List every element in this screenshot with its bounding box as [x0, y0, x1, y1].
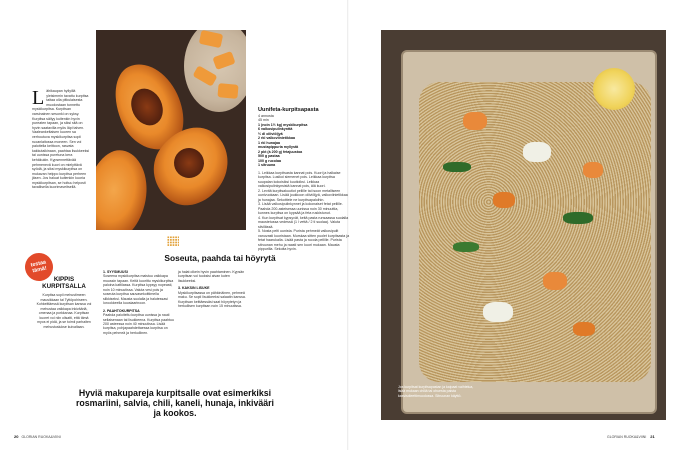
page-number-left: 20 — [14, 434, 19, 439]
squash-piece — [96, 145, 153, 230]
rucola-leaf — [563, 212, 593, 224]
method-text-continued: ja halat olkein hyvin paahtaminen. Kypsän kurpitsan voi tuoksisi aivan kuten lisukkeeksi. — [178, 270, 245, 283]
pull-quote: Hyviä makupareja kurpitsalle ovat esimerkiksi rosmariini, salvia, chili, kaneli, hunaja, inkivääri ja kookos. — [75, 388, 275, 419]
magazine-name-left: GLORIAN RUOKA&VIINI — [21, 435, 61, 439]
lemon-half — [593, 68, 635, 110]
section-heading: Soseuta, paahda tai höyrytä — [164, 253, 276, 263]
intro-text: ähikaupan hyllyillä yleisimmin tavattu kurpitsa taitaa olla pitkulaisesta muodostaan tunnettu myskikurpitsa. Kurpitsan varsinainen sesonki on syksy. Kurpitsa säilyy kuitenkin hyvin pureaten tapaan, ja siksi sitä on hyvin saatavilla myös läpi talven. Vaaleankeltaisen kuoren sa verhoutuva myskikurpitsa sopii ruoanlaitossa moneen. Sen voi paloitella keittoon, rasvata kakkutaikinaan, paahtaa lisukkeeksi tai uunissa puretuna kera kehäkukin. Kypsennettävää pehmenevä kuori on mielyttävä syödä, ja siksi myskikurpitsa on mukavan helppo kurpitsa perheen jäsen. Jos haluat kuitenkin kuoria myskikurpitsan, se hoituu helposti tavallisella kuorimaveitsellä. — [32, 89, 90, 190]
intro-paragraph — [32, 89, 90, 190]
feta-cheese — [483, 302, 513, 322]
recipe-ingredients: 1 (noin 1½ kg) myskikurpitsa 6 valkosipulinkynttä ½ dl oliiviöljyä 2 rkl valkoviinietikkaa 1 rkl hunajaa mustapippuria myllystä 2 pkt (à 200 g) fetajuustoa 500 g pastaa 100 g rucolaa 1 sitruuna — [258, 122, 308, 168]
recipe-servings: 4 annosta — [258, 113, 274, 118]
page-number-right: 21 — [650, 434, 655, 439]
recipe-box — [258, 107, 350, 252]
tip-title: KIPPIS KURPITSALLA — [42, 276, 86, 290]
squash-chunk — [217, 83, 238, 99]
footer-right — [607, 434, 658, 439]
photo-caption: Jos kurpitsat kurpitsapastan ja kaipaat vaihtelua, lisää mukaan chiliä tai ohuesta paista kasvisdieettimuodossa. Sitruunan käyttö. — [398, 385, 474, 398]
tip-text: Kurpitsa sopii mehustimeen mausikkaan tai Tyttöpohiseen. Kohkeittäessä kurpitsan kanssa voi mehustaa vaikkapa inkivääriä, omenaa ja porkkanaa. Kurpitsan kuoret voi niin olisatti, että tämä myos ei pidä, ja se toimii parhaiten mehustuslukse kuivaltaan. — [36, 293, 92, 329]
text-column-2 — [178, 270, 248, 309]
text-column-1 — [103, 270, 175, 335]
badge-label: testaa tämä! — [30, 259, 48, 275]
roasted-squash — [543, 272, 567, 290]
method-text-2: Paahda paloiteltu kurpitsa uunissa ja nauti sellaisenaan tai lisukkeena. Kurpitsa paahtuu 200 asteessa noin 40 minuutissa. Lisää kurpitsa, pohjapaahdettaessa kurpitsa on myös pehmeä ja herkullinen. — [103, 313, 174, 335]
rucola-leaf — [453, 242, 479, 252]
drop-cap: L — [32, 87, 45, 109]
roasted-squash — [583, 162, 603, 178]
roasted-squash — [573, 322, 595, 336]
recipe-steps: 1. Leikkaa kurpitsasta kannat pois. Kuori ja halkaise kurpitsa. Lusikoi siemenet pois. Leikkaa kurpitsa suupalan kokoisiksi kuutioiksi. Leikkaa valkosipulinkynsistä kannat pois, älä kuori. 2. Levitä kurpitsakuutiot pellille tai isoon metalliseen uunivuokaan. Lisää joukkoon oliiviöljyä, valkoviinietikkaa ja hunajaa. Sekoittele ne kurpitsapaloihin. 3. Lisää valkosipulinkynnet ja kokonaiset fetat pellille. Paahda 200-asteisessa uunissa noin 30 minuuttia, kunnes kurpitsa on kypsää ja feta ruskistunut. 4. Kun kurpitsat kypsyvät, keitä pasta runsaassa suolalla maustetussa vedessä (1 l vettä / 2 tl suolaa). Valuta siivilässä. 5. Nosta pelti uunista. Purista pehmeät valkosipulit vanuvasti kuoristaan. Murskaa sitten puolet kurpitsasta ja fetat haarukalla. Lisää pasta ja rucola pellille. Purista sitruunan mehu ja raasti sen kuori mukaan. Mausta pippurilla. Sekoita hyvin. — [258, 170, 350, 252]
rucola-leaf — [443, 162, 471, 172]
roasted-squash — [463, 112, 487, 130]
decorative-dot-pattern — [167, 236, 179, 246]
pasta-noodles — [419, 82, 651, 382]
recipe-time: 45 min — [258, 118, 269, 123]
roasted-squash — [493, 192, 515, 208]
method-heading-3: 3. KAKSIN LISUKE — [178, 286, 210, 291]
feta-cheese — [523, 142, 551, 162]
pasta-photo — [381, 30, 666, 420]
recipe-title: Uunifeta-kurpitsapasta — [258, 107, 319, 113]
method-heading-1: 1. SYYSMUUSI — [103, 270, 128, 274]
magazine-name-right: GLORIAN RUOKA&VIINI — [607, 435, 647, 439]
squash-photo — [96, 30, 246, 230]
footer-left — [14, 434, 61, 439]
method-heading-2: 2. PAAHTOKURPITSA — [103, 308, 140, 313]
method-text-1: Soseena myskikurpitsa maistuu vaikkapa muussin tapaan. Keitä kuorittu myskikurpitsa paloina kattilassa. Kurpitsa kypsyy nopeasti, noin 10 minuutissa. Valuta vesi pois ja soseuta kurpitsa sauvasekoittimella silkkiseksi. Mausta suolalla ja halutessasi Iorookkeella kuusiaarinoon. — [103, 274, 174, 306]
method-text-3: Myskikurpitsassa on pähkinäinen, pehmeä maku. Se sopii lisukkeeksi salaatin kanssa. Kurpitsan keittäessäsi saat höyrytetyn ja herkullisen kurpitsan noin 15 minuutissa. — [178, 290, 246, 309]
